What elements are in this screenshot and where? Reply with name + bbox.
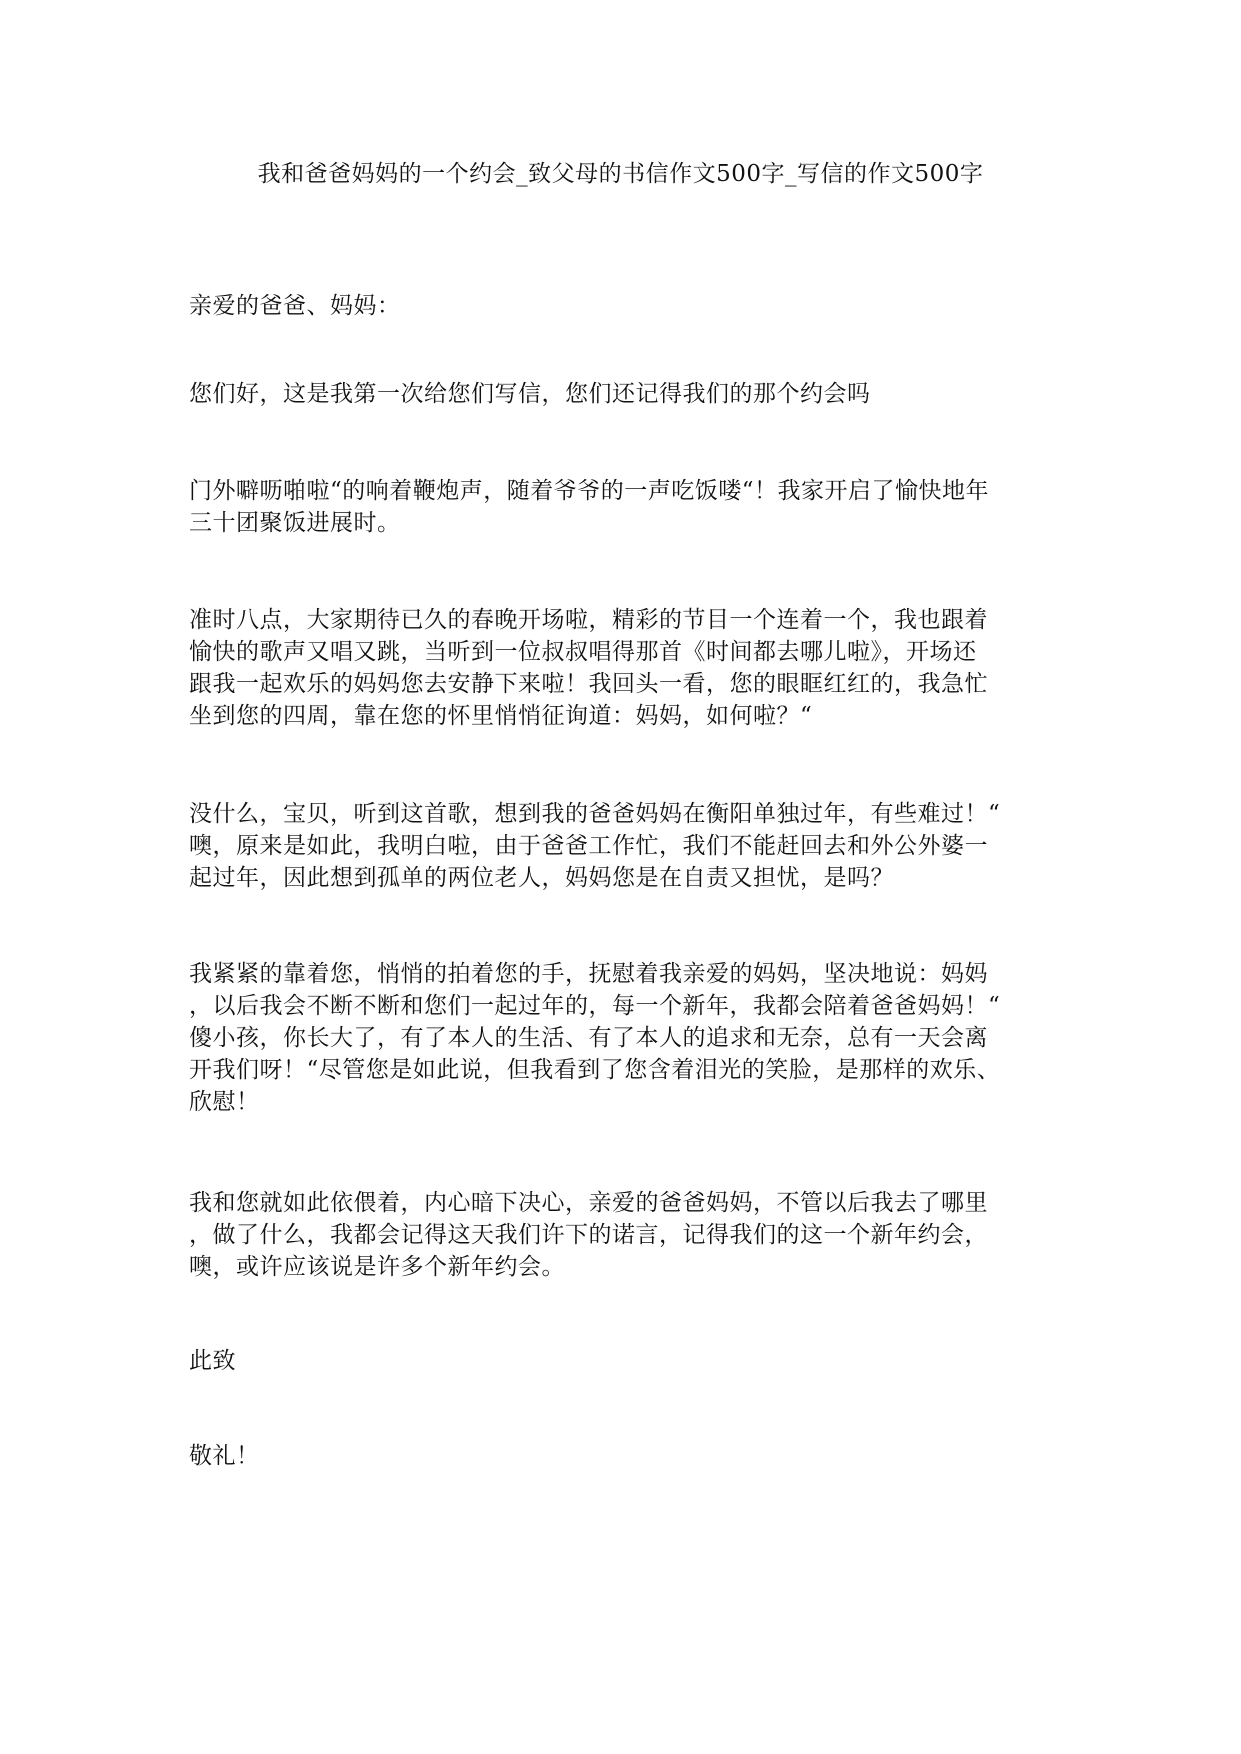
closing-jingli: 敬礼！ [189, 1443, 260, 1469]
paragraph-promise: 我紧紧的靠着您，悄悄的拍着您的手，抚慰着我亲爱的妈妈，坚决地说：妈妈 ，以后我会不断不断和您们一起过年的，每一个新年，我都会陪着爸爸妈妈！“ 傻小孩，你长大了，有了本人的生活、有了本人的追求和无奈，总有一天会离 开我们呀！“尽管您是如此说，但我看到了您含着泪光的笑脸，是那样的欢乐、 欣慰！ [189, 961, 1001, 1115]
paragraph-greeting: 您们好，这是我第一次给您们写信，您们还记得我们的那个约会吗 [189, 381, 871, 407]
closing-cizhi: 此致 [189, 1348, 236, 1374]
paragraph-grandparents: 没什么，宝贝，听到这首歌，想到我的爸爸妈妈在衡阳单独过年，有些难过！“ 噢，原来是如此，我明白啦，由于爸爸工作忙，我们不能赶回去和外公外婆一 起过年，因此想到孤单的两位老人，妈妈您是在自责又担忧，是吗？ [189, 801, 1001, 891]
paragraph-new-year-date: 我和您就如此依偎着，内心暗下决心，亲爱的爸爸妈妈，不管以后我去了哪里 ，做了什么，我都会记得这天我们许下的诺言，记得我们的这一个新年约会， 噢，或许应该说是许多个新年约会。 [189, 1190, 988, 1280]
paragraph-spring-gala: 准时八点，大家期待已久的春晚开场啦，精彩的节目一个连着一个，我也跟着 愉快的歌声又唱又跳，当听到一位叔叔唱得那首《时间都去哪儿啦》，开场还 跟我一起欢乐的妈妈您去安静下来啦！我回头一看，您的眼眶红红的，我急忙 坐到您的四周，靠在您的怀里悄悄征询道：妈妈，如何啦？“ [189, 607, 988, 729]
salutation: 亲爱的爸爸、妈妈： [189, 293, 401, 319]
document-title: 我和爸爸妈妈的一个约会_致父母的书信作文500字_写信的作文500字 [257, 161, 984, 187]
paragraph-firecrackers: 门外噼呖啪啦“的响着鞭炮声，随着爷爷的一声吃饭喽“！我家开启了愉快地年 三十团聚饭进展时。 [189, 478, 990, 536]
